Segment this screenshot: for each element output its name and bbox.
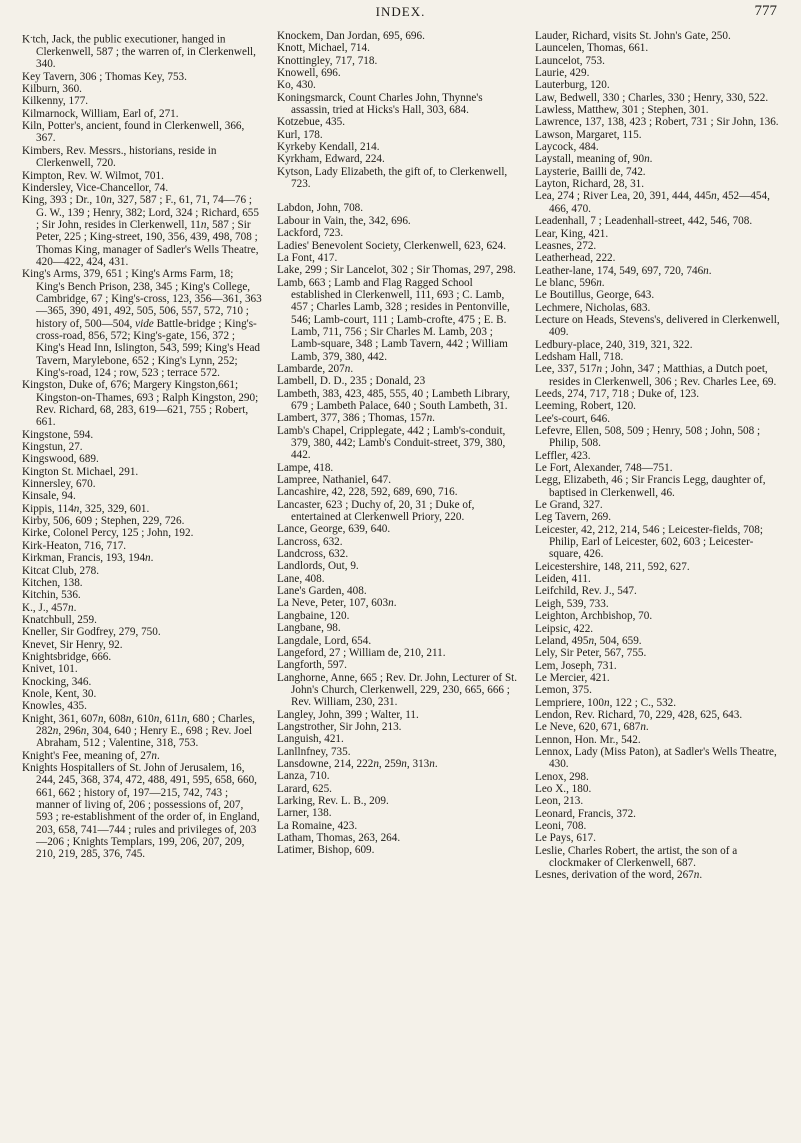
index-entry: Knatchbull, 259. [22, 613, 97, 626]
index-entry: Kiln, Potter's, ancient, found in Clerkenwell, 366, 367. [22, 120, 245, 145]
index-entry: Kinsale, 94. [22, 490, 76, 503]
index-entry: Knightsbridge, 666. [22, 650, 112, 663]
index-column-middle [277, 30, 522, 857]
index-entry: Ko, 430. [277, 79, 316, 92]
index-column-left [22, 30, 262, 861]
index-entry: Key Tavern, 306 ; Thomas Key, 753. [22, 70, 187, 83]
index-entry: Landcross, 632. [277, 548, 349, 561]
index-entry: Lackford, 723. [277, 227, 344, 240]
index-entry: La Romaine, 423. [277, 819, 358, 832]
index-entry: Lampree, Nathaniel, 647. [277, 474, 392, 487]
index-entry: Knowell, 696. [277, 67, 341, 80]
index-entry: Leland, 495n, 504, 659. [535, 634, 642, 647]
index-entry: Kirk-Heaton, 716, 717. [22, 539, 127, 552]
index-entry: Lambeth, 383, 423, 485, 555, 40 ; Lambeth Library, 679 ; Lambeth Palace, 640 ; South Lambeth, 31. [277, 387, 510, 412]
index-entry: Lee, 337, 517n ; John, 347 ; Matthias, a Dutch poet, resides in Clerkenwell, 306 ; Rev. Charles Lee, 69. [535, 363, 777, 388]
index-entry: Leo X., 180. [535, 782, 592, 795]
index-entry: Lamb, 663 ; Lamb and Flag Ragged School established in Clerkenwell, 111, 693 ; C. Lamb, 457 ; Charles Lamb, 328 ; resides in Pentonville, 546; Lamb-court, 111 ; Lamb-crofte, 475 ; E. B. Lamb, 711, 756 ; Sir Charles M. Lamb, 203 ; Lamb-square, 348 ; Lamb Tavern, 442 ; William Lamb, 379, 380, 442. [277, 276, 510, 363]
index-entry: Langbane, 98. [277, 622, 341, 635]
index-entry: Kurl, 178. [277, 128, 323, 141]
index-entry: Lendon, Rev. Richard, 70, 229, 428, 625, 643. [535, 708, 743, 721]
index-entry: Kingston, Duke of, 676; Margery Kingston,661; Kingston-on-Thames, 693 ; Ralph Kingston, 290; Rev. Richard, 68, 283, 619—621, 755 ; Robert, 661. [22, 379, 259, 429]
index-entry: Lesnes, derivation of the word, 267n. [535, 869, 703, 882]
index-entry: Landlords, Out, 9. [277, 560, 359, 573]
index-entry: Knott, Michael, 714. [277, 42, 370, 55]
page-number: 777 [754, 3, 777, 19]
index-entry: Langbaine, 120. [277, 609, 350, 622]
index-entry: Lamb's Chapel, Cripplegate, 442 ; Lamb's-conduit, 379, 380, 442; Lamb's Conduit-street, 379, 380, 442. [277, 424, 506, 462]
index-entry: Lennon, Hon. Mr., 542. [535, 733, 641, 746]
index-entry: Langdale, Lord, 654. [277, 634, 372, 647]
index-entry: Kyrkeby Kendall, 214. [277, 141, 380, 154]
index-entry: Kirke, Colonel Percy, 125 ; John, 192. [22, 527, 194, 540]
index-entry: Leifchild, Rev. J., 547. [535, 585, 637, 598]
index-entry: Leon, 213. [535, 795, 584, 808]
index-entry: Kington St. Michael, 291. [22, 465, 139, 478]
index-entry: Lee's-court, 646. [535, 412, 611, 425]
index-entry: La Font, 417. [277, 251, 338, 264]
index-entry: Kippis, 114n, 325, 329, 601. [22, 502, 150, 515]
index-entry: Lambell, D. D., 235 ; Donald, 23 [277, 375, 426, 388]
index-entry: Le Mercier, 421. [535, 671, 610, 684]
index-entry: K., J., 457n. [22, 601, 77, 614]
index-entry: Lefevre, Ellen, 508, 509 ; Henry, 508 ; John, 508 ; Philip, 508. [535, 425, 761, 450]
index-entry: Lauterburg, 120. [535, 79, 610, 92]
page-header-title: INDEX. [375, 4, 426, 19]
index-entry: Larner, 138. [277, 807, 332, 820]
index-entry: Launcelot, 753. [535, 54, 605, 67]
index-entry: Leicestershire, 148, 211, 592, 627. [535, 560, 690, 573]
index-entry: Lechmere, Nicholas, 683. [535, 301, 651, 314]
index-entry: Launcelen, Thomas, 661. [535, 42, 649, 55]
index-entry: Lambert, 377, 386 ; Thomas, 157n. [277, 412, 435, 425]
index-entry: Lancross, 632. [277, 535, 343, 548]
index-entry: Laysterie, Bailli de, 742. [535, 165, 646, 178]
index-entry: Laystall, meaning of, 90n. [535, 153, 653, 166]
index-entry: Leather-lane, 174, 549, 697, 720, 746n. [535, 264, 712, 277]
index-entry: Lecture on Heads, Stevens's, delivered in Clerkenwell, 409. [535, 313, 780, 339]
index-entry: Knottingley, 717, 718. [277, 54, 378, 67]
index-entry: Koningsmarck, Count Charles John, Thynne's assassin, tried at Hicks's Hall, 303, 684. [277, 91, 483, 117]
index-entry: Ladies' Benevolent Society, Clerkenwell, 623, 624. [277, 239, 507, 252]
index-entry: K.tch, Jack, the public executioner, hanged in Clerkenwell, 587 ; the warren of, in Clerkenwell, 340. [22, 31, 256, 71]
index-entry: Languish, 421. [277, 733, 344, 746]
index-entry: Lansdowne, 214, 222n, 259n, 313n. [277, 757, 438, 770]
index-entry: Knights Hospitallers of St. John of Jerusalem, 16, 244, 245, 368, 374, 472, 488, 491, 595, 658, 660, 661, 662 ; history of, 197—215, 742, 743 ; manner of living of, 206 ; possessions of, 207, 593 ; re-establishment of the order of, in England, 203, 658, 741—744 ; rules and privileges of, 203—206 ; Knights Templars, 199, 206, 207, 209, 210, 219, 285, 376, 745. [22, 762, 260, 861]
index-entry: Lancashire, 42, 228, 592, 689, 690, 716. [277, 486, 458, 499]
index-entry: Larard, 625. [277, 782, 332, 795]
index-entry: Lake, 299 ; Sir Lancelot, 302 ; Sir Thomas, 297, 298. [277, 264, 516, 277]
index-entry: Leffler, 423. [535, 449, 591, 462]
index-entry: Leadenhall, 7 ; Leadenhall-street, 442, 546, 708. [535, 215, 753, 228]
index-entry: Lanllnfney, 735. [277, 745, 351, 758]
index-entry: Lem, Joseph, 731. [535, 659, 617, 672]
index-entry: Lenox, 298. [535, 770, 589, 783]
index-entry: Kirkman, Francis, 193, 194n. [22, 552, 154, 565]
index-entry: Lanza, 710. [277, 770, 330, 783]
index-entry: Lennox, Lady (Miss Paton), at Sadler's Wells Theatre, 430. [535, 745, 777, 771]
index-entry: King, 393 ; Dr., 10n, 327, 587 ; F., 61, 71, 74—76 ; G. W., 139 ; Henry, 382; Lord, 324 ; Richard, 655 ; Sir John, resides in Clerkenwell, 11n, 587 ; Sir Peter, 225 ; King-street, 190, 356, 439, 498, 708 ; Thomas King, manager of Sadler's Wells Theatre, 420—422, 424, 431. [22, 194, 259, 268]
index-entry: Latham, Thomas, 263, 264. [277, 832, 401, 844]
index-entry: Legg, Elizabeth, 46 ; Sir Francis Legg, daughter of, baptised in Clerkenwell, 46. [535, 474, 766, 499]
index-entry: Latimer, Bishop, 609. [277, 844, 375, 857]
index-entry: Kinnersley, 670. [22, 478, 96, 491]
index-column-right [535, 30, 785, 882]
index-entry: Larking, Rev. L. B., 209. [277, 794, 389, 807]
index-entry: Kindersley, Vice-Chancellor, 74. [22, 181, 169, 194]
index-entry: Leeds, 274, 717, 718 ; Duke of, 123. [535, 387, 700, 400]
index-entry: Kilkenny, 177. [22, 95, 89, 108]
index-entry: Knevet, Sir Henry, 92. [22, 638, 123, 651]
index-entry: Lane's Garden, 408. [277, 585, 367, 598]
index-entry: Knowles, 435. [22, 700, 87, 713]
index-entry: Lawrence, 137, 138, 423 ; Robert, 731 ; Sir John, 136. [535, 116, 779, 129]
index-entry: Leipsic, 422. [535, 622, 594, 635]
index-entry: Lemon, 375. [535, 684, 592, 697]
index-entry: Le Grand, 327. [535, 499, 603, 512]
index-entry: Kilburn, 360. [22, 83, 82, 96]
index-entry: Knight's Fee, meaning of, 27n. [22, 749, 160, 762]
index-entry: Knockem, Dan Jordan, 695, 696. [277, 30, 425, 42]
index-entry: Leg Tavern, 269. [535, 511, 612, 524]
index-entry: Le Fort, Alexander, 748—751. [535, 462, 673, 475]
index-entry: Kilmarnock, William, Earl of, 271. [22, 107, 179, 120]
index-entry: Kyrkham, Edward, 224. [277, 153, 385, 166]
index-entry: Langley, John, 399 ; Walter, 11. [277, 708, 419, 721]
index-entry: Kingstone, 594. [22, 428, 94, 441]
index-entry: Langeford, 27 ; William de, 210, 211. [277, 646, 446, 659]
index-entry: Kimpton, Rev. W. Wilmot, 701. [22, 169, 164, 182]
index-entry: Le Neve, 620, 671, 687n. [535, 721, 649, 734]
index-entry: Knocking, 346. [22, 675, 92, 688]
index-entry: Ledsham Hall, 718. [535, 350, 624, 363]
index-entry: Leonard, Francis, 372. [535, 807, 636, 820]
index-entry: La Neve, Peter, 107, 603n. [277, 597, 397, 610]
index-entry: Lampe, 418. [277, 461, 334, 474]
index-entry: Laurie, 429. [535, 67, 590, 80]
index-entry: Lawson, Margaret, 115. [535, 128, 642, 141]
index-entry: Kitchin, 536. [22, 589, 81, 602]
index-entry: Kingstun, 27. [22, 441, 83, 454]
index-entry: Lance, George, 639, 640. [277, 523, 391, 536]
index-entry: Le Pays, 617. [535, 832, 596, 845]
index-entry: Ledbury-place, 240, 319, 321, 322. [535, 338, 693, 351]
index-entry: Kimbers, Rev. Messrs., historians, reside in Clerkenwell, 720. [22, 144, 217, 170]
index-entry: Labdon, John, 708. [277, 202, 364, 215]
index-entry: Kytson, Lady Elizabeth, the gift of, to Clerkenwell, 723. [277, 165, 508, 191]
index-entry: Kitcat Club, 278. [22, 564, 100, 577]
index-entry: Leiden, 411. [535, 573, 591, 586]
index-entry: Knight, 361, 607n, 608n, 610n, 611n, 680 ; Charles, 282n, 296n, 304, 640 ; Henry E., 698 ; Rev. Joel Abraham, 512 ; Valentine, 318, 753. [22, 712, 255, 750]
index-entry: Langhorne, Anne, 665 ; Rev. Dr. John, Lecturer of St. John's Church, Clerkenwell, 229, 230, 665, 666 ; Rev. William, 230, 231. [277, 671, 518, 709]
index-entry: Knole, Kent, 30. [22, 687, 97, 700]
index-entry: Layton, Richard, 28, 31. [535, 178, 645, 191]
section-gap [277, 190, 522, 202]
index-entry: Leatherhead, 222. [535, 252, 616, 265]
index-entry: Langstrother, Sir John, 213. [277, 720, 402, 733]
index-entry: Knivet, 101. [22, 663, 78, 676]
index-entry: Le Boutillus, George, 643. [535, 289, 655, 302]
index-entry: Leslie, Charles Robert, the artist, the son of a clockmaker of Clerkenwell, 687. [535, 844, 738, 870]
index-entry: Lauder, Richard, visits St. John's Gate, 250. [535, 30, 731, 42]
index-entry: Le blanc, 596n. [535, 276, 605, 289]
index-entry: Lancaster, 623 ; Duchy of, 20, 31 ; Duke of, entertained at Clerkenwell Priory, 220. [277, 498, 475, 524]
index-entry: Laycock, 484. [535, 141, 599, 154]
index-entry: Lempriere, 100n, 122 ; C., 532. [535, 696, 677, 709]
index-entry: Lambarde, 207n. [277, 362, 354, 375]
index-entry: Kneller, Sir Godfrey, 279, 750. [22, 626, 161, 639]
index-entry: Leasnes, 272. [535, 239, 597, 252]
index-entry: Kotzebue, 435. [277, 116, 346, 129]
index-entry: Leicester, 42, 212, 214, 546 ; Leicester-fields, 708; Philip, Earl of Leicester, 602, 603 ; Leicester-square, 426. [535, 523, 763, 561]
index-entry: Leigh, 539, 733. [535, 597, 609, 610]
index-entry: Kingswood, 689. [22, 453, 99, 466]
index-entry: Lear, King, 421. [535, 227, 609, 240]
index-entry: Lane, 408. [277, 572, 325, 585]
index-entry: Lawless, Matthew, 301 ; Stephen, 301. [535, 104, 709, 117]
index-entry: Leoni, 708. [535, 820, 587, 832]
index-entry: Leighton, Archbishop, 70. [535, 610, 653, 623]
index-entry: Lely, Sir Peter, 567, 755. [535, 647, 647, 660]
index-entry: Leeming, Robert, 120. [535, 400, 636, 413]
index-entry: Kirby, 506, 609 ; Stephen, 229, 726. [22, 515, 185, 528]
index-entry: Kitchen, 138. [22, 576, 83, 589]
index-entry: Law, Bedwell, 330 ; Charles, 330 ; Henry, 330, 522. [535, 91, 769, 104]
index-entry: King's Arms, 379, 651 ; King's Arms Farm, 18; King's Bench Prison, 238, 345 ; King's College, Cambridge, 67 ; King's-cross, 123, 356—361, 363—365, 390, 491, 492, 505, 506, 557, 572, 710 ; history of, 500—504, vide Battle-bridge ; King's-cross-road, 856, 572; King's-gate, 156, 372 ; King's Head Inn, Islington, 543, 599; King's Head Tavern, Marylebone, 652 ; King's Lynn, 252; King's-road, 124 ; row, 523 ; terrace 572. [22, 268, 262, 380]
index-entry: Labour in Vain, the, 342, 696. [277, 214, 411, 227]
index-entry: Lea, 274 ; River Lea, 20, 391, 444, 445n, 452—454, 466, 470. [535, 190, 770, 215]
index-entry: Langforth, 597. [277, 659, 347, 672]
